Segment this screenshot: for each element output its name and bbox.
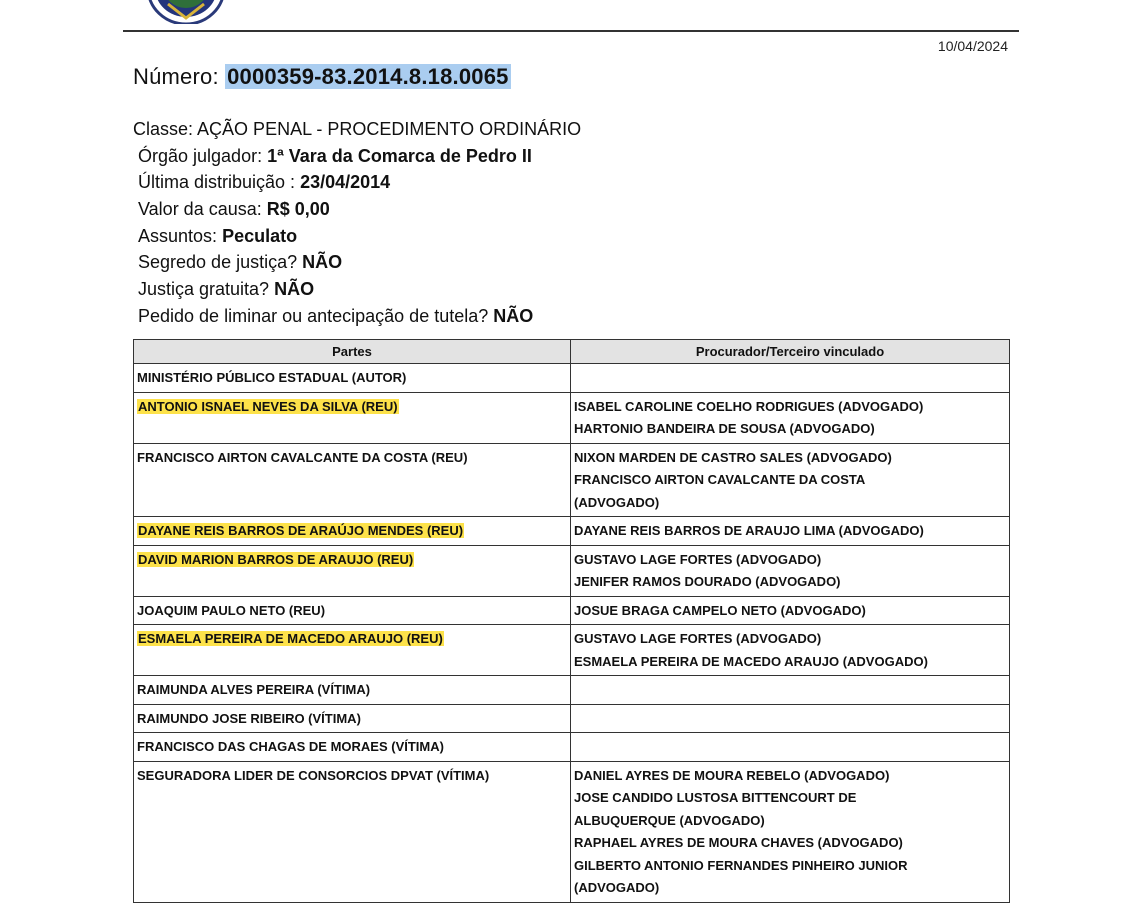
procurador-name: GUSTAVO LAGE FORTES (ADVOGADO) [574, 631, 822, 646]
table-row [134, 517, 1010, 546]
header-divider [123, 30, 1019, 32]
parte-name: FRANCISCO DAS CHAGAS DE MORAES (VÍTIMA) [137, 739, 444, 754]
orgao-label: Órgão julgador: [138, 145, 263, 166]
orgao-value: 1ª Vara da Comarca de Pedro II [267, 145, 532, 166]
procurador-cell [571, 596, 1010, 625]
parte-name-highlighted: ESMAELA PEREIRA DE MACEDO ARAUJO (REU) [138, 631, 443, 646]
parte-cell [134, 364, 571, 393]
distribuicao-value: 23/04/2014 [300, 172, 391, 193]
procurador-name: ALBUQUERQUE (ADVOGADO) [574, 812, 765, 828]
parte-cell [134, 392, 571, 443]
table-row [134, 596, 1010, 625]
header-partes: Partes [134, 340, 571, 364]
parte-name: FRANCISCO AIRTON CAVALCANTE DA COSTA (REU) [137, 449, 468, 465]
parte-cell [134, 545, 571, 596]
assuntos-label: Assuntos: [138, 225, 218, 246]
gratuita-value: NÃO [274, 279, 315, 300]
parte-cell [134, 676, 571, 705]
gratuita-label: Justiça gratuita? [138, 279, 270, 300]
gratuita-line [133, 276, 581, 303]
segredo-line [133, 249, 581, 276]
parte-cell [134, 733, 571, 762]
procurador-name: JOSE CANDIDO LUSTOSA BITTENCOURT DE [574, 790, 857, 805]
table-row [134, 733, 1010, 762]
table-row [134, 364, 1010, 393]
procurador-cell [571, 676, 1010, 705]
procurador-cell [571, 545, 1010, 596]
procurador-name: JOSUE BRAGA CAMPELO NETO (ADVOGADO) [574, 602, 866, 618]
segredo-value: NÃO [302, 252, 343, 273]
table-row [134, 625, 1010, 676]
court-seal-icon [146, 0, 226, 24]
procurador-name: (ADVOGADO) [574, 880, 660, 895]
classe-line [133, 116, 581, 143]
procurador-cell [571, 733, 1010, 762]
procurador-name: RAPHAEL AYRES DE MOURA CHAVES (ADVOGADO) [574, 835, 903, 850]
assuntos-line [133, 223, 581, 250]
process-info [133, 116, 581, 330]
parte-name: RAIMUNDA ALVES PEREIRA (VÍTIMA) [137, 682, 371, 697]
valor-value: R$ 0,00 [266, 199, 330, 220]
parte-name: JOAQUIM PAULO NETO (REU) [137, 602, 326, 618]
parte-cell [134, 596, 571, 625]
procurador-name: ISABEL CAROLINE COELHO RODRIGUES (ADVOGADO) [574, 398, 924, 414]
parte-cell [134, 443, 571, 517]
classe-label: Classe: [133, 119, 194, 139]
table-row [134, 443, 1010, 517]
orgao-line [133, 143, 581, 170]
distribuicao-label: Última distribuição : [138, 172, 296, 193]
procurador-name: DAYANE REIS BARROS DE ARAUJO LIMA (ADVOGADO) [574, 523, 924, 538]
table-row [134, 704, 1010, 733]
procurador-cell [571, 761, 1010, 902]
parte-name-highlighted: DAYANE REIS BARROS DE ARAÚJO MENDES (REU) [138, 523, 464, 538]
valor-label: Valor da causa: [138, 199, 262, 220]
process-number-label: Número: [133, 64, 219, 89]
table-header-row [134, 340, 1010, 364]
procurador-cell [571, 704, 1010, 733]
table-row [134, 761, 1010, 902]
segredo-label: Segredo de justiça? [138, 252, 298, 273]
document-date: 10/04/2024 [937, 38, 1008, 54]
process-number [133, 64, 511, 90]
classe-value: AÇÃO PENAL - PROCEDIMENTO ORDINÁRIO [197, 119, 582, 139]
parte-name: MINISTÉRIO PÚBLICO ESTADUAL (AUTOR) [137, 370, 407, 385]
distribuicao-line [133, 169, 581, 196]
table-row [134, 676, 1010, 705]
procurador-cell [571, 392, 1010, 443]
procurador-name: GUSTAVO LAGE FORTES (ADVOGADO) [574, 551, 822, 567]
parte-cell [134, 761, 571, 902]
procurador-name: FRANCISCO AIRTON CAVALCANTE DA COSTA [574, 472, 866, 487]
table-row [134, 545, 1010, 596]
parte-cell [134, 625, 571, 676]
liminar-line [133, 303, 581, 330]
parties-table [133, 339, 1010, 903]
procurador-name: JENIFER RAMOS DOURADO (ADVOGADO) [574, 574, 841, 589]
procurador-cell [571, 625, 1010, 676]
liminar-label: Pedido de liminar ou antecipação de tutela? [138, 305, 489, 326]
valor-line [133, 196, 581, 223]
procurador-name: (ADVOGADO) [574, 494, 660, 510]
procurador-name: DANIEL AYRES DE MOURA REBELO (ADVOGADO) [574, 767, 890, 783]
header-procurador: Procurador/Terceiro vinculado [571, 340, 1010, 364]
procurador-cell [571, 443, 1010, 517]
procurador-name: ESMAELA PEREIRA DE MACEDO ARAUJO (ADVOGADO) [574, 653, 928, 669]
parte-name-highlighted: ANTONIO ISNAEL NEVES DA SILVA (REU) [138, 398, 398, 414]
parte-name: RAIMUNDO JOSE RIBEIRO (VÍTIMA) [137, 710, 361, 726]
parte-name: SEGURADORA LIDER DE CONSORCIOS DPVAT (VÍTIMA) [137, 767, 490, 783]
procurador-name: GILBERTO ANTONIO FERNANDES PINHEIRO JUNIOR [574, 857, 908, 873]
process-number-value: 0000359-83.2014.8.18.0065 [227, 64, 509, 89]
assuntos-value: Peculato [222, 225, 298, 246]
procurador-name: HARTONIO BANDEIRA DE SOUSA (ADVOGADO) [574, 421, 875, 436]
parte-cell [134, 704, 571, 733]
table-row [134, 392, 1010, 443]
liminar-value: NÃO [493, 305, 534, 326]
parte-cell [134, 517, 571, 546]
procurador-cell [571, 364, 1010, 393]
procurador-cell [571, 517, 1010, 546]
procurador-name: NIXON MARDEN DE CASTRO SALES (ADVOGADO) [574, 449, 892, 465]
parte-name-highlighted: DAVID MARION BARROS DE ARAUJO (REU) [138, 551, 414, 567]
